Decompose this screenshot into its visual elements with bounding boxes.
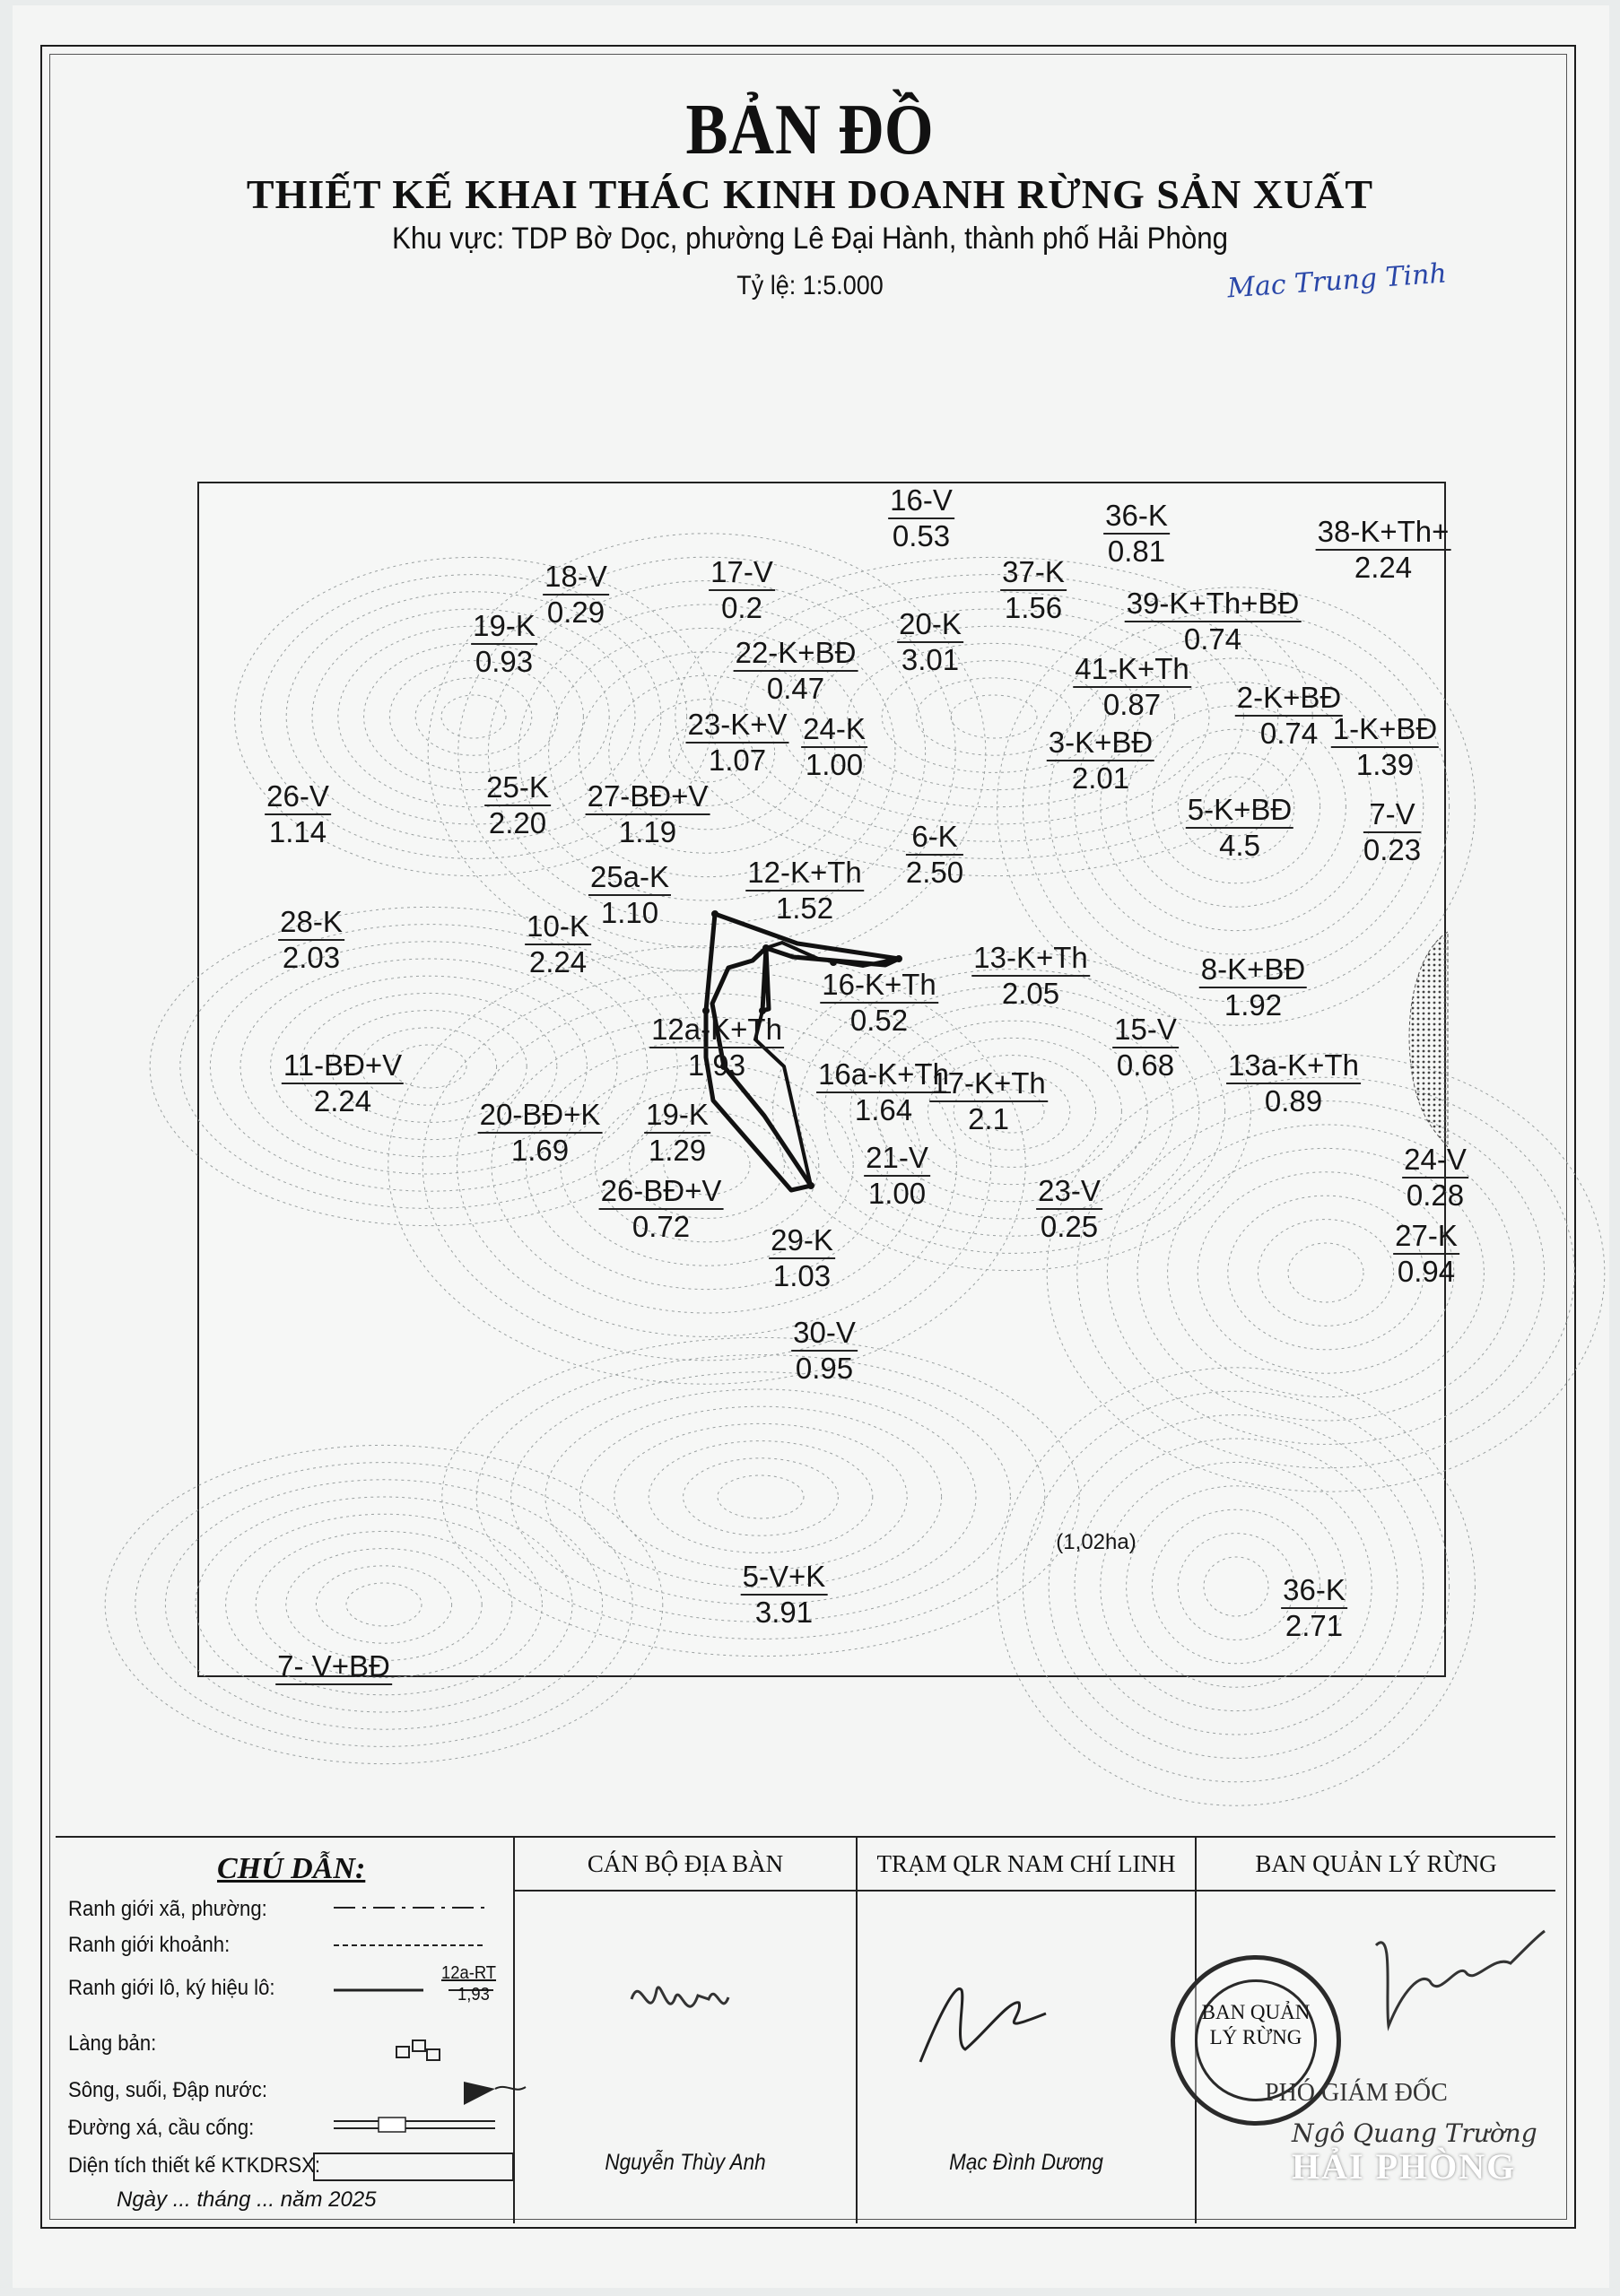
plot-area: 0.81	[1107, 535, 1166, 568]
plot-code: 16-V	[888, 483, 954, 519]
plot-area: 2.20	[488, 806, 547, 839]
plot-label	[971, 941, 1090, 1011]
plot-area: 1.69	[510, 1134, 570, 1167]
director-name: Ngô Quang Trường	[1292, 2118, 1537, 2148]
legend-item: Diện tích thiết kế KTKDRSX:	[68, 2153, 321, 2178]
plot-code: 22-K+BĐ	[734, 636, 858, 672]
signature-col-1	[513, 1838, 856, 2223]
plot-area: 1.00	[805, 748, 864, 781]
signature-mark	[1358, 1918, 1546, 2053]
plot-label	[1199, 952, 1307, 1022]
plot-area: 1.52	[775, 891, 834, 925]
plot-code: 25a-K	[588, 860, 671, 896]
plot-area: 2.24	[313, 1084, 372, 1118]
legend-item: Ranh giới lô, ký hiệu lô:	[68, 1976, 275, 2000]
plot-area: 1.29	[648, 1134, 707, 1167]
plot-label	[906, 820, 963, 890]
plot-code: 10-K	[525, 909, 591, 945]
plot-area: 0.2	[721, 591, 762, 624]
plot-code: 17-V	[709, 555, 775, 591]
plot-label	[820, 968, 938, 1038]
plot-code: 3-K+BĐ	[1047, 726, 1154, 761]
plot-area: 0.93	[475, 645, 534, 678]
plot-area: 0.23	[1363, 833, 1422, 866]
plot-label	[649, 1013, 784, 1083]
plot-area: 0.89	[1264, 1084, 1323, 1118]
plot-label	[741, 1560, 828, 1630]
plot-area: 0.52	[849, 1004, 909, 1037]
plot-label	[745, 856, 864, 926]
plot-code: 13a-K+Th	[1226, 1048, 1361, 1084]
plot-code: 24-K	[801, 712, 867, 748]
plot-code: 30-V	[791, 1316, 858, 1352]
plot-code: 17-K+Th	[929, 1066, 1048, 1102]
signature-mark	[623, 1963, 748, 2035]
plot-code: 21-V	[864, 1141, 930, 1177]
plot-code: 19-K	[471, 609, 537, 645]
plot-label	[1235, 681, 1343, 751]
date-line: Ngày ... tháng ... năm 2025	[117, 2187, 377, 2212]
plot-area: 0.94	[1397, 1255, 1456, 1288]
plot-area: 0.95	[795, 1352, 854, 1385]
map-scale: Tỷ lệ: 1:5.000	[736, 271, 884, 300]
plot-label	[275, 1649, 392, 1685]
plot-label	[1402, 1143, 1468, 1213]
plot-label	[1331, 712, 1439, 782]
plot-label	[278, 905, 344, 975]
signature-col-2	[856, 1838, 1195, 2223]
plot-area: 1.03	[772, 1259, 832, 1292]
plot-label	[1316, 515, 1451, 585]
plot-area: 0.74	[1259, 717, 1319, 750]
plot-area: 2.01	[1071, 761, 1130, 795]
plot-label	[599, 1174, 724, 1244]
signer-name: Nguyễn Thùy Anh	[605, 2150, 766, 2175]
signature-role: BAN QUẢN LÝ RỪNG	[1197, 1838, 1555, 1892]
plot-area: 1.56	[1004, 591, 1063, 624]
plot-label	[1047, 726, 1154, 796]
plot-code: 24-V	[1402, 1143, 1468, 1178]
plot-area: 1.19	[618, 815, 677, 848]
plot-label	[525, 909, 591, 979]
plot-area: 2.24	[1354, 551, 1413, 584]
plot-area: 1.93	[687, 1048, 746, 1082]
plot-label	[265, 779, 331, 849]
plot-code: 23-K+V	[686, 708, 789, 744]
plot-area: 0.74	[1183, 622, 1242, 656]
handwritten-note: Mac Trung Tinh	[1226, 257, 1448, 305]
plot-code: 39-K+Th+BĐ	[1125, 587, 1302, 622]
plot-area: 0.87	[1102, 688, 1162, 721]
plot-code: 11-BĐ+V	[282, 1048, 404, 1084]
plot-label	[484, 770, 551, 840]
plot-code: 15-V	[1112, 1013, 1179, 1048]
plot-area: 2.50	[905, 856, 964, 889]
signature-role: CÁN BỘ ĐỊA BÀN	[515, 1838, 856, 1892]
legend-item: Ranh giới xã, phường:	[68, 1897, 267, 1921]
plot-area: 2.1	[968, 1102, 1009, 1135]
plot-code: 38-K+Th+	[1316, 515, 1451, 551]
plot-code: 28-K	[278, 905, 344, 941]
signer-name: Mạc Đình Dương	[949, 2150, 1103, 2175]
plot-label	[888, 483, 954, 553]
plot-code: 16a-K+Th	[816, 1057, 951, 1093]
plot-code: 19-K	[644, 1098, 710, 1134]
plot-label	[588, 860, 671, 930]
settlement-area	[1409, 932, 1448, 1147]
plot-area: 2.03	[282, 941, 341, 974]
plot-area: 0.29	[546, 596, 605, 629]
plot-label	[929, 1066, 1048, 1136]
plot-area: 1.64	[854, 1093, 913, 1126]
plot-code: 13-K+Th	[971, 941, 1090, 977]
plot-code: 12a-K+Th	[649, 1013, 784, 1048]
plot-label	[801, 712, 867, 782]
legend-item: Sông, suối, Đập nước:	[68, 2078, 267, 2102]
plot-label	[897, 607, 963, 677]
plot-area: 3.01	[901, 643, 960, 676]
plot-label	[1125, 587, 1302, 657]
plot-code: 7- V+BĐ	[275, 1649, 392, 1685]
map-area: Khu vực: TDP Bờ Dọc, phường Lê Đại Hành, thành phố Hải Phòng	[391, 222, 1229, 256]
plot-label	[1073, 652, 1191, 722]
plot-code: 27-BĐ+V	[586, 779, 710, 815]
plot-area: 1.07	[708, 744, 767, 777]
plot-code: 27-K	[1393, 1219, 1459, 1255]
legend-symbols	[316, 1890, 513, 2186]
plot-code: 1-K+BĐ	[1331, 712, 1439, 748]
plot-area: 3.91	[754, 1596, 814, 1629]
legend-title: CHÚ DẪN:	[217, 1852, 366, 1885]
plot-area: 1.39	[1355, 748, 1415, 781]
plot-area: 2.71	[1285, 1609, 1344, 1642]
plot-code: 6-K	[906, 820, 963, 856]
plot-code: 16-K+Th	[820, 968, 938, 1004]
legend-item: Ranh giới khoảnh:	[68, 1933, 231, 1957]
plot-label	[686, 708, 789, 778]
legend-plot-area: 1,93	[457, 1985, 490, 2005]
watermark: HẢI PHÒNG	[1292, 2146, 1517, 2187]
plot-area: 4.5	[1219, 829, 1260, 862]
plot-code: 29-K	[769, 1223, 835, 1259]
plot-area: 0.72	[631, 1210, 691, 1243]
plot-label	[1363, 797, 1421, 867]
plot-area: 0.25	[1040, 1210, 1099, 1243]
highlight-area-note: (1,02ha)	[1056, 1530, 1137, 1554]
plot-code: 7-V	[1363, 797, 1421, 833]
signature-role: TRẠM QLR NAM CHÍ LINH	[858, 1838, 1195, 1892]
plot-code: 18-V	[543, 560, 609, 596]
plot-code: 36-K	[1103, 499, 1170, 535]
plot-area: 2.24	[528, 945, 588, 978]
plot-area: 0.28	[1406, 1178, 1465, 1212]
plot-code: 41-K+Th	[1073, 652, 1191, 688]
plot-label	[734, 636, 858, 706]
legend-plot-code: 12a-RT	[441, 1963, 497, 1983]
plot-label	[1393, 1219, 1459, 1289]
plot-code: 2-K+BĐ	[1235, 681, 1343, 717]
plot-label	[644, 1098, 710, 1168]
plot-area: 1.10	[600, 896, 659, 929]
plot-label	[1103, 499, 1170, 569]
plot-code: 37-K	[1000, 555, 1067, 591]
plot-area: 1.00	[867, 1177, 927, 1210]
plot-label	[1112, 1013, 1179, 1083]
plot-label	[1036, 1174, 1102, 1244]
plot-code: 25-K	[484, 770, 551, 806]
legend-item: Đường xá, cầu cống:	[68, 2116, 255, 2140]
legend-panel	[56, 1838, 513, 2223]
plot-label	[1226, 1048, 1361, 1118]
plot-area: 0.68	[1116, 1048, 1175, 1082]
plot-code: 12-K+Th	[745, 856, 864, 891]
signature-mark	[911, 1963, 1091, 2071]
plot-code: 26-V	[265, 779, 331, 815]
plot-area: 0.47	[766, 672, 825, 705]
plot-label	[864, 1141, 930, 1211]
plot-label	[586, 779, 710, 849]
plot-area: 0.53	[892, 519, 951, 552]
plot-label	[282, 1048, 404, 1118]
legend-item: Làng bản:	[68, 2031, 157, 2056]
plot-code: 23-V	[1036, 1174, 1102, 1210]
plot-label	[1186, 793, 1293, 863]
plot-code: 5-V+K	[741, 1560, 828, 1596]
plot-label	[1000, 555, 1067, 625]
plot-code: 36-K	[1281, 1573, 1347, 1609]
plot-label	[1281, 1573, 1347, 1643]
plot-label	[791, 1316, 858, 1386]
plot-label	[478, 1098, 603, 1168]
plot-label	[769, 1223, 835, 1293]
plot-area: 2.05	[1001, 977, 1060, 1010]
map-area-frame	[197, 482, 1467, 1683]
plot-code: 20-BĐ+K	[478, 1098, 603, 1134]
plot-label	[471, 609, 537, 679]
plot-label	[709, 555, 775, 625]
plot-area: 1.14	[268, 815, 327, 848]
plot-area: 1.92	[1224, 988, 1283, 1022]
plot-code: 5-K+BĐ	[1186, 793, 1293, 829]
plot-code: 20-K	[897, 607, 963, 643]
plot-code: 26-BĐ+V	[599, 1174, 724, 1210]
map-subtitle: THIẾT KẾ KHAI THÁC KINH DOANH RỪNG SẢN XUẤT	[246, 171, 1374, 217]
plot-label	[543, 560, 609, 630]
plot-code: 8-K+BĐ	[1199, 952, 1307, 988]
position-title: PHÓ GIÁM ĐỐC	[1265, 2079, 1448, 2107]
stamp-center: BAN QUẢN LÝ RỪNG	[1195, 1979, 1317, 2101]
map-title: BẢN ĐỒ	[685, 91, 935, 170]
